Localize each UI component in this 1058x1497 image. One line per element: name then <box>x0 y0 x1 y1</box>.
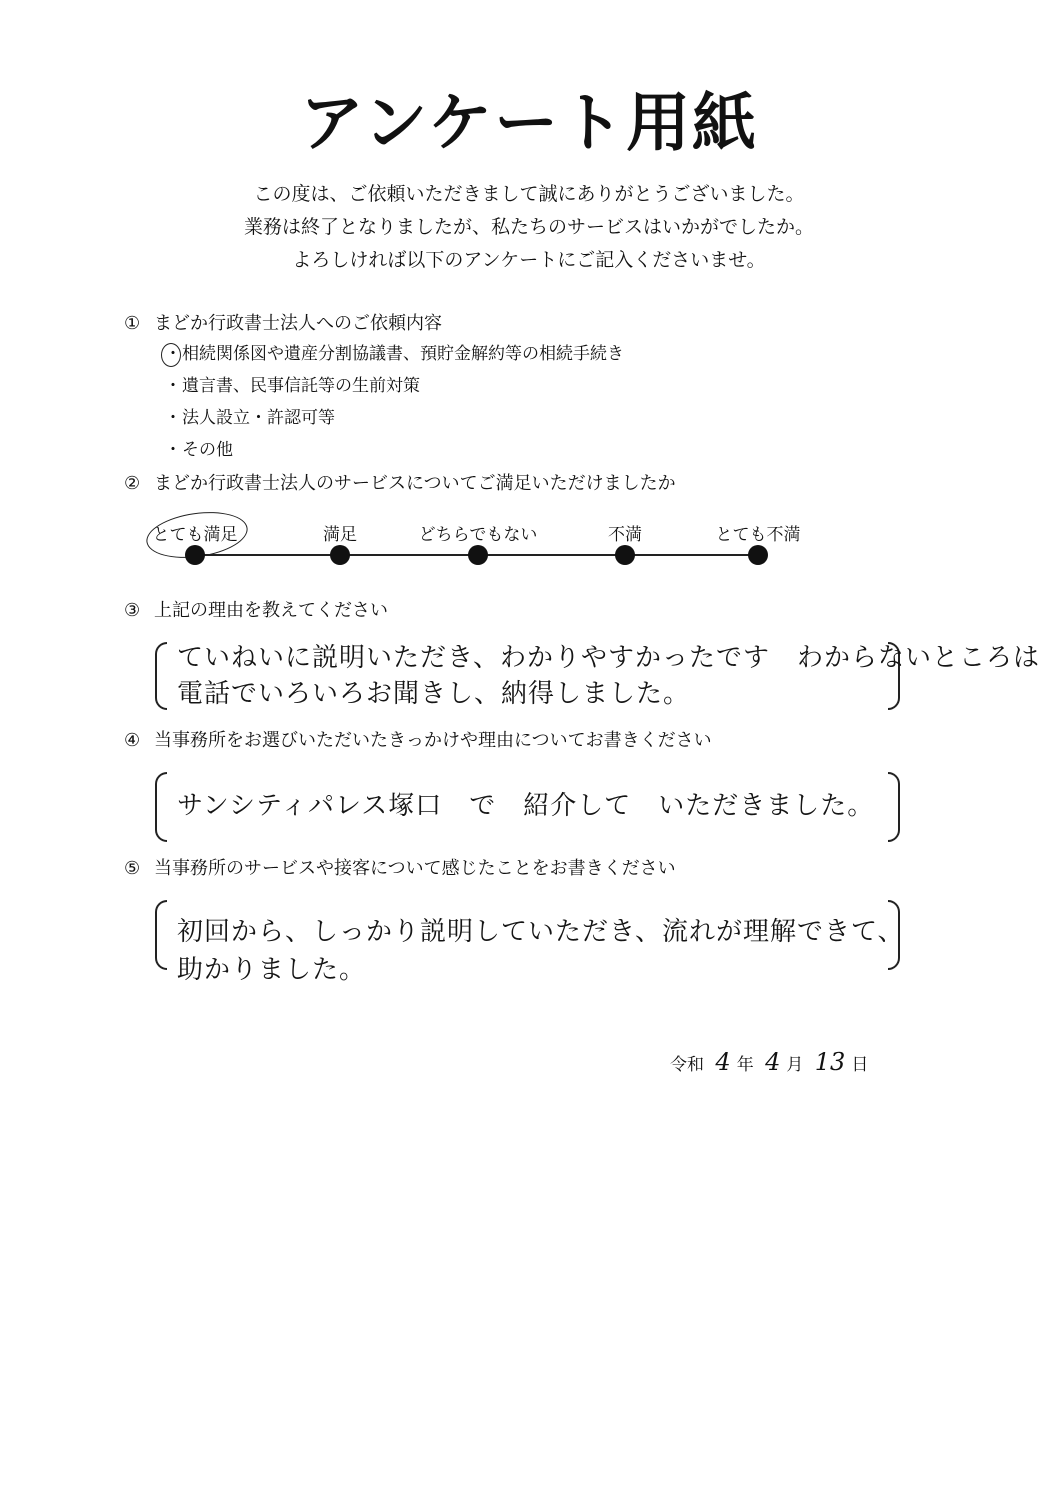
option-label: 相続関係図や遺産分割協議書、預貯金解約等の相続手続き <box>182 344 624 364</box>
handwritten-answer-line: 電話でいろいろお聞きし、納得しました。 <box>177 679 691 709</box>
option-label: 法人設立・許認可等 <box>182 408 335 428</box>
scale-point-very-satisfied[interactable] <box>185 545 205 565</box>
question-number: ① <box>124 313 141 334</box>
date-month-unit: 月 <box>786 1055 804 1075</box>
question-text: まどか行政書士法人へのご依頼内容 <box>154 313 442 334</box>
intro-line: 業務は終了となりましたが、私たちのサービスはいかがでしたか。 <box>243 216 814 238</box>
answer-box-q5[interactable] <box>155 900 905 985</box>
scale-label-neutral: どちらでもない <box>418 525 538 545</box>
question-5 <box>124 856 676 882</box>
option-will[interactable] <box>164 374 420 398</box>
bullet: ・ <box>164 344 182 364</box>
scale-label-very-satisfied: とても満足 <box>152 525 238 545</box>
date-day-unit: 日 <box>851 1055 869 1075</box>
question-text: 当事務所をお選びいただいたきっかけや理由についてお書きください <box>154 730 712 751</box>
bracket-left <box>155 900 167 970</box>
scale-label-very-dissatisfied: とても不満 <box>715 525 801 545</box>
question-number: ③ <box>124 600 141 621</box>
date-year-unit: 年 <box>736 1055 754 1075</box>
option-other[interactable] <box>164 438 233 462</box>
intro-line: この度は、ご依頼いただきまして誠にありがとうございました。 <box>253 183 805 205</box>
option-corporation[interactable] <box>164 406 335 430</box>
handwritten-answer-line: 助かりました。 <box>177 955 367 985</box>
handwritten-answer-line: 初回から、しっかり説明していただき、流れが理解できて、 <box>177 917 905 947</box>
question-3 <box>124 598 388 624</box>
question-4 <box>124 728 712 754</box>
option-label: 遺言書、民事信託等の生前対策 <box>182 376 420 396</box>
option-label: その他 <box>182 440 233 460</box>
scale-point-satisfied[interactable] <box>330 545 350 565</box>
bullet: ・ <box>164 440 182 460</box>
answer-box-q3[interactable] <box>155 642 1040 710</box>
scale-label-dissatisfied: 不満 <box>608 525 642 545</box>
handwritten-answer-line: サンシティパレス塚口 で 紹介して いただきました。 <box>177 791 875 821</box>
question-number: ④ <box>124 730 141 751</box>
intro-line: よろしければ以下のアンケートにご記入くださいませ。 <box>292 249 766 271</box>
question-number: ② <box>124 473 141 494</box>
satisfaction-scale <box>0 510 1058 580</box>
intro-text <box>0 178 1058 277</box>
option-inheritance[interactable] <box>164 342 624 366</box>
answer-box-q4[interactable] <box>155 772 900 842</box>
question-1 <box>124 311 442 337</box>
bracket-right <box>888 772 900 842</box>
question-text: 上記の理由を教えてください <box>154 600 388 621</box>
question-text: まどか行政書士法人のサービスについてご満足いただけましたか <box>154 473 676 494</box>
question-text: 当事務所のサービスや接客について感じたことをお書きください <box>154 858 676 879</box>
question-2 <box>124 471 676 497</box>
scale-point-dissatisfied[interactable] <box>615 545 635 565</box>
bullet: ・ <box>164 408 182 428</box>
date-year-handwritten: 4 <box>715 1048 731 1076</box>
scale-label-satisfied: 満足 <box>323 525 357 545</box>
scale-point-very-dissatisfied[interactable] <box>748 545 768 565</box>
bullet: ・ <box>164 376 182 396</box>
question-number: ⑤ <box>124 858 141 879</box>
bracket-left <box>155 642 167 710</box>
bracket-left <box>155 772 167 842</box>
date-day-handwritten: 13 <box>814 1048 846 1076</box>
selected-circle-mark <box>161 343 181 367</box>
date-month-handwritten: 4 <box>765 1048 781 1076</box>
date-line <box>670 1048 868 1076</box>
page-title: アンケート用紙 <box>299 87 759 161</box>
handwritten-answer-line: ていねいに説明いただき、わかりやすかったです わからないところは <box>177 643 1040 673</box>
date-era: 令和 <box>670 1055 704 1075</box>
scale-point-neutral[interactable] <box>468 545 488 565</box>
